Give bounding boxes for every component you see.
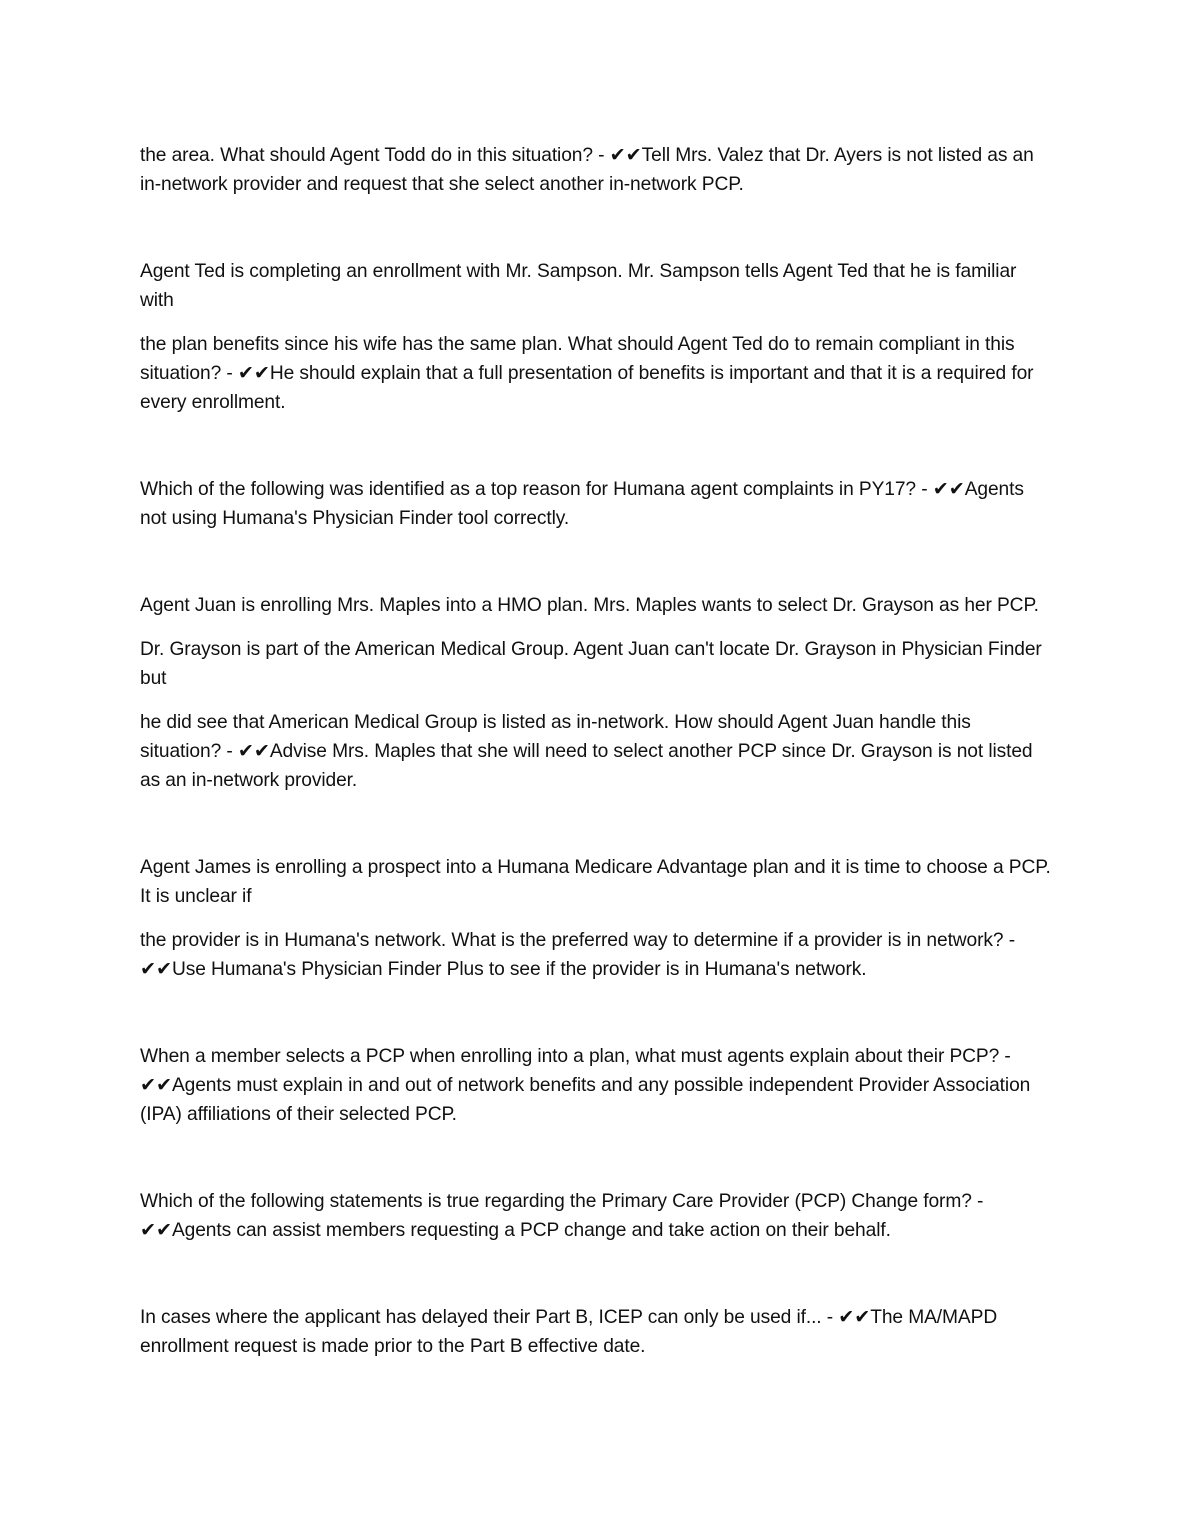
paragraph: Which of the following was identified as a top reason for Humana agent complaints in PY17? - ✔✔Agents not using Humana's Physician Finder tool correctly. [140, 479, 1024, 529]
qa-block-8 [140, 1303, 1055, 1361]
paragraph: Agent Juan is enrolling Mrs. Maples into a HMO plan. Mrs. Maples wants to select Dr. Grayson as her PCP. [140, 595, 1039, 616]
qa-block-4 [140, 591, 1055, 795]
paragraph: Agent Ted is completing an enrollment with Mr. Sampson. Mr. Sampson tells Agent Ted that he is familiar with [140, 261, 1017, 311]
qa-block-3 [140, 475, 1055, 533]
qa-block-6 [140, 1042, 1055, 1129]
paragraph: the provider is in Humana's network. What is the preferred way to determine if a provider is in network? - ✔✔Use Humana's Physician Finder Plus to see if the provider is in Humana's network. [140, 930, 1016, 980]
qa-block-2 [140, 257, 1055, 417]
qa-block-7 [140, 1187, 1055, 1245]
paragraph: he did see that American Medical Group is listed as in-network. How should Agent Juan handle this situation? - ✔✔Advise Mrs. Maples that she will need to select another PCP since Dr. Grayson is not listed as an in-network provider. [140, 712, 1033, 791]
paragraph: Agent James is enrolling a prospect into a Humana Medicare Advantage plan and it is time to choose a PCP. It is unclear if [140, 857, 1051, 907]
paragraph: When a member selects a PCP when enrolling into a plan, what must agents explain about their PCP? - ✔✔Agents must explain in and out of network benefits and any possible independent Provider Association (IPA) affiliations of their selected PCP. [140, 1046, 1031, 1125]
document-page [140, 141, 1055, 1361]
qa-block-1 [140, 141, 1055, 199]
paragraph: the plan benefits since his wife has the same plan. What should Agent Ted do to remain compliant in this situation? - ✔✔He should explain that a full presentation of benefits is important and that it is a required for every enrollment. [140, 334, 1034, 413]
paragraph: Which of the following statements is true regarding the Primary Care Provider (PCP) Change form? - ✔✔Agents can assist members requesting a PCP change and take action on their behalf. [140, 1191, 984, 1241]
qa-block-5 [140, 853, 1055, 984]
paragraph: In cases where the applicant has delayed their Part B, ICEP can only be used if... - ✔✔The MA/MAPD enrollment request is made prior to the Part B effective date. [140, 1307, 998, 1357]
paragraph: Dr. Grayson is part of the American Medical Group. Agent Juan can't locate Dr. Grayson in Physician Finder but [140, 639, 1042, 689]
paragraph: the area. What should Agent Todd do in this situation? - ✔✔Tell Mrs. Valez that Dr. Ayers is not listed as an in-network provider and request that she select another in-network PCP. [140, 145, 1034, 195]
